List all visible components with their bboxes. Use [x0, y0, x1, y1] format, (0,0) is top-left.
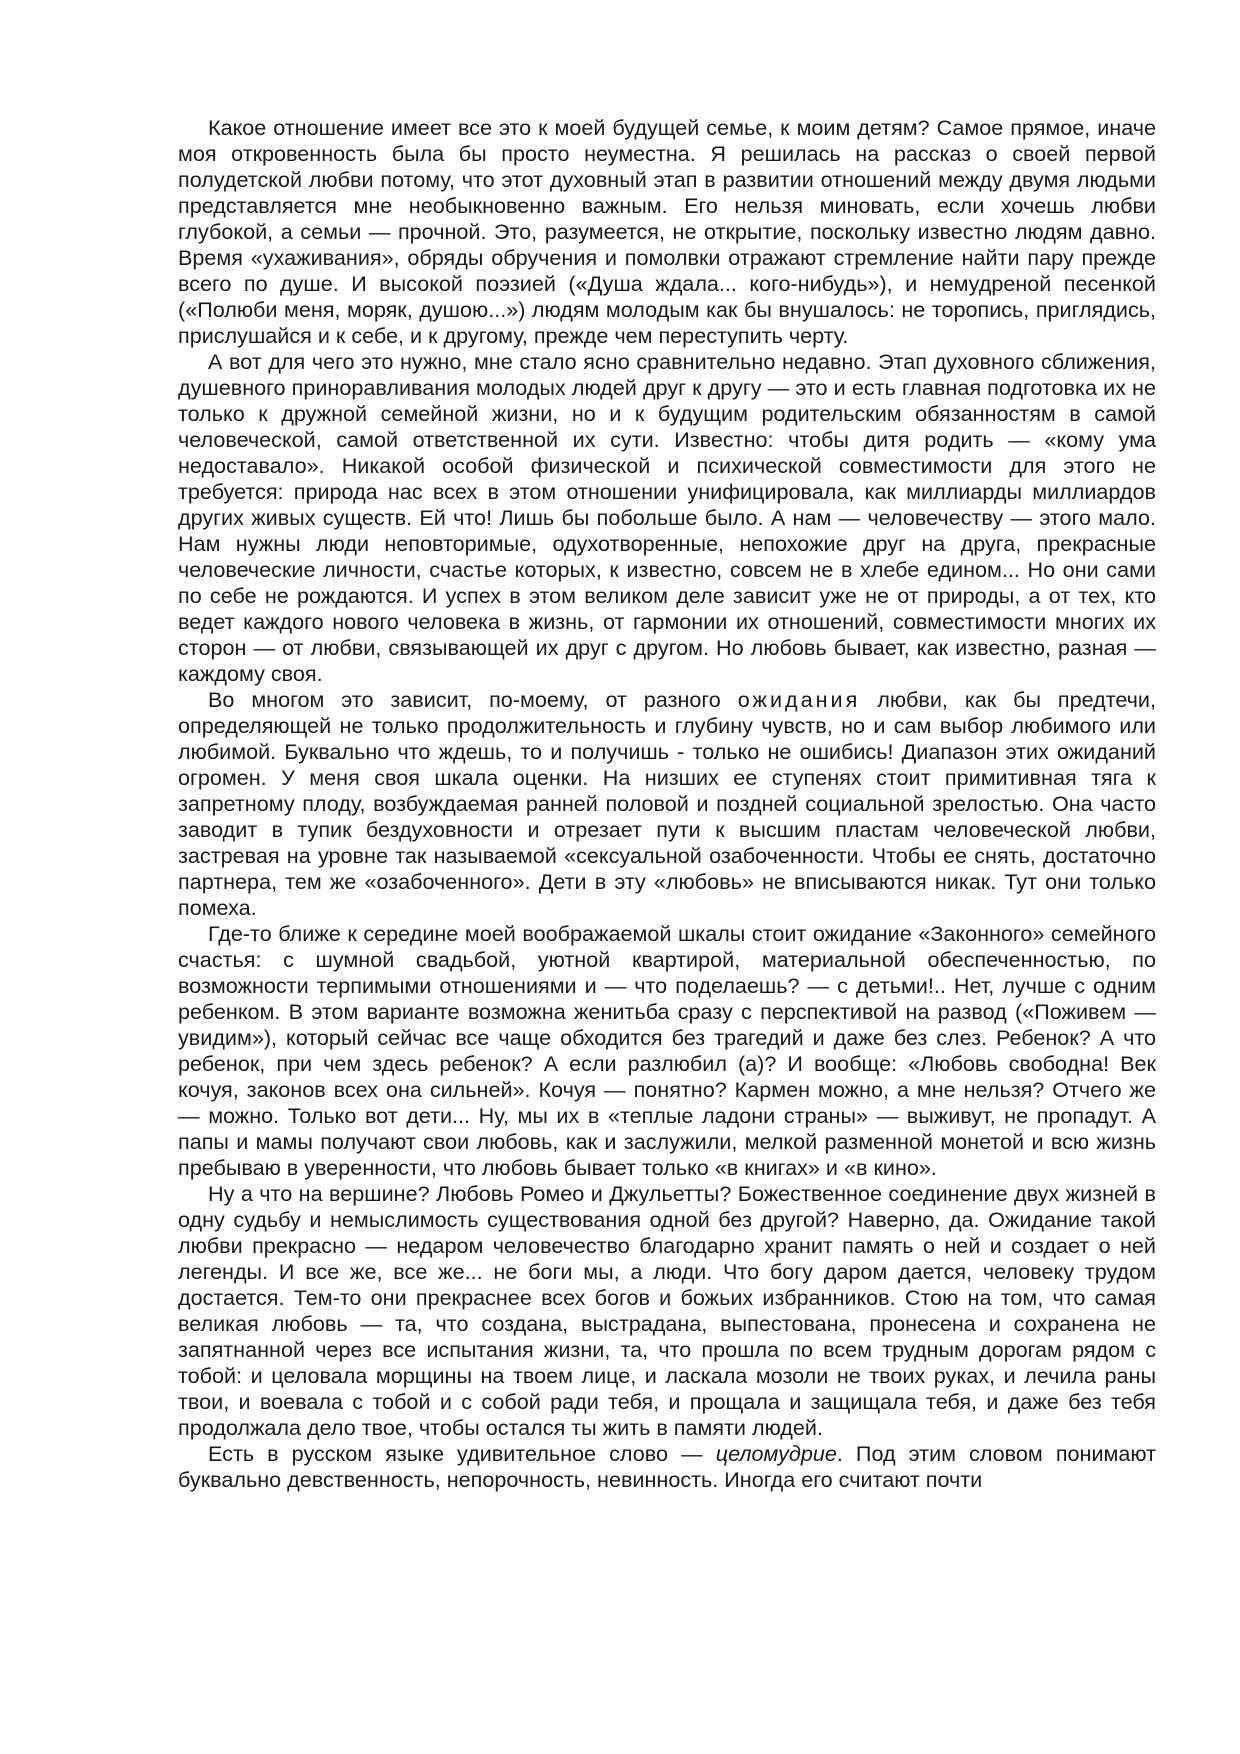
spaced-emphasis-word: ожидания	[737, 687, 861, 712]
paragraph-text: Есть в русском языке удивительное слово —	[208, 1441, 716, 1466]
paragraph: А вот для чего это нужно, мне стало ясно сравнительно недавно. Этап духовного сближения, душевного приноравливания молодых людей друг к другу — это и есть главная подготовка их не только к дружной семейной жизни, но и к будущим родительским обязанностям в самой человеческой, самой ответственной их сути. Известно: чтобы дитя родить — «кому ума недоставало». Никакой особой физической и психической совместимости для этого не требуется: природа нас всех в этом отношении унифицировала, как миллиарды миллиардов других живых существ. Ей что! Лишь бы побольше было. А нам — человечеству — этого мало. Нам нужны люди неповторимые, одухотворенные, непохожие друг на друга, прекрасные человеческие личности, счастье которых, к известно, совсем не в хлебе едином... Но они сами по себе не рождаются. И успех в этом великом деле зависит уже не от природы, а от тех, кто ведет каждого нового человека в жизнь, от гармонии их отношений, совместимости многих их сторон — от любви, связывающей их друг с другом. Но любовь бывает, как известно, разная — каждому своя.	[178, 349, 1156, 686]
italic-emphasis-word: целомудрие	[715, 1441, 837, 1466]
paragraph: Какое отношение имеет все это к моей будущей семье, к моим детям? Самое прямое, иначе моя откровенность была бы просто неуместна. Я решилась на рассказ о своей первой полудетской любви потому, что этот духовный этап в развитии отношений между двумя людьми представляется мне необыкновенно важным. Его нельзя миновать, если хочешь любви глубокой, а семьи — прочной. Это, разумеется, не открытие, поскольку известно людям давно. Время «ухаживания», обряды обручения и помолвки отражают стремление найти пару прежде всего по душе. И высокой поэзией («Душа ждала... кого-нибудь»), и немудреной песенкой («Полюби меня, моряк, душою...») людям молодым как бы внушалось: не торопись, приглядись, прислушайся и к себе, и к другому, прежде чем переступить черту.	[178, 115, 1156, 348]
paragraph	[178, 1441, 1156, 1493]
paragraph: Ну а что на вершине? Любовь Ромео и Джульетты? Божественное соединение двух жизней в одну судьбу и немыслимость существования одной без другой? Наверно, да. Ожидание такой любви прекрасно — недаром человечество благодарно хранит память о ней и создает о ней легенды. И все же, все же... не боги мы, а люди. Что богу даром дается, человеку трудом достается. Тем-то они прекраснее всех богов и божьих избранников. Стою на том, что самая великая любовь — та, что создана, выстрадана, выпестована, пронесена и сохранена не запятнанной через все испытания жизни, та, что прошла по всем трудным дорогам рядом с тобой: и целовала морщины на твоем лице, и ласкала мозоли не твоих руках, и лечила раны твои, и воевала с тобой и с собой ради тебя, и прощала и защищала тебя, и даже без тебя продолжала дело твое, чтобы остался ты жить в памяти людей.	[178, 1181, 1156, 1440]
paragraph	[178, 687, 1156, 921]
paragraph: Где-то ближе к середине моей воображаемой шкалы стоит ожидание «Законного» семейного счастья: с шумной свадьбой, уютной квартирой, материальной обеспеченностью, по возможности терпимыми отношениями и — что поделаешь? — с детьми!.. Нет, лучше с одним ребенком. В этом варианте возможна женитьба сразу с перспективой на развод («Поживем — увидим»), который сейчас все чаще обходится без трагедий и даже без слез. Ребенок? А что ребенок, при чем здесь ребенок? А если разлюбил (а)? И вообще: «Любовь свободна! Век кочуя, законов всех она сильней». Кочуя — понятно? Кармен можно, а мне нельзя? Отчего же — можно. Только вот дети... Ну, мы их в «теплые ладони страны» — выживут, не пропадут. А папы и мамы получают свои любовь, как и заслужили, мелкой разменной монетой и всю жизнь пребываю в уверенности, что любовь бывает только «в книгах» и «в кино».	[178, 921, 1156, 1180]
document-body	[178, 115, 1156, 1493]
paragraph-text: Во многом это зависит, по-моему, от разного	[208, 687, 738, 712]
paragraph-text: . Под этим словом понимают буквально девственность, непорочность, невинность. Иногда его считают почти	[178, 1441, 1156, 1492]
paragraph-text: любви, как бы предтечи, определяющей не только продолжительность и глубину чувств, но и сам выбор любимого или любимой. Буквально что ждешь, то и получишь - только не ошибись! Диапазон этих ожиданий огромен. У меня своя шкала оценки. На низших ее ступенях стоит примитивная тяга к запретному плоду, возбуждаемая ранней половой и поздней социальной зрелостью. Она часто заводит в тупик бездуховности и отрезает пути к высшим пластам человеческой любви, застревая на уровне так называемой «сексуальной озабоченности. Чтобы ее снять, достаточно партнера, тем же «озабоченного». Дети в эту «любовь» не вписываются никак. Тут они только помеха.	[178, 687, 1156, 920]
